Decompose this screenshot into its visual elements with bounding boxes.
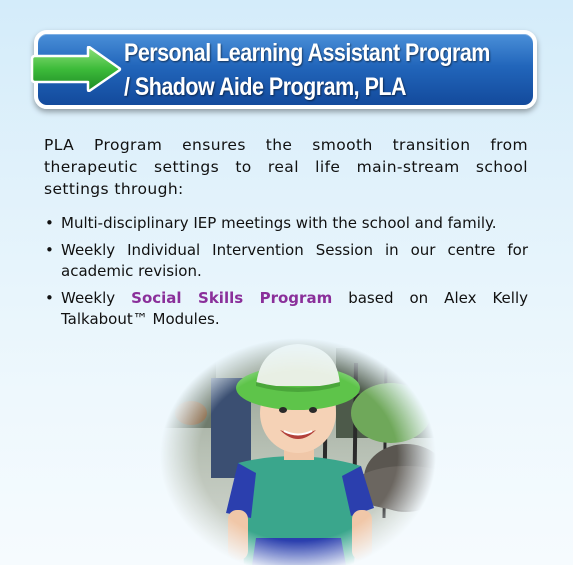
green-right-arrow-icon xyxy=(30,46,122,92)
banner-title-line-1: Personal Learning Assistant Program xyxy=(124,39,490,67)
bullet-text: Weekly Individual Intervention Session in our centre for academic revision. xyxy=(61,241,528,280)
list-item xyxy=(44,240,528,282)
bullet-icon: • xyxy=(45,214,54,232)
list-item xyxy=(44,288,528,330)
bullet-icon: • xyxy=(45,289,54,307)
banner-title xyxy=(124,36,490,104)
program-bullet-list xyxy=(44,213,528,336)
bullet-icon: • xyxy=(45,241,54,259)
social-skills-program-highlight: Social Skills Program xyxy=(131,289,333,307)
bullet-text-after: based on Alex Kelly Talkabout™ Modules. xyxy=(61,289,528,328)
list-item xyxy=(44,213,528,234)
bullet-text: Multi-disciplinary IEP meetings with the school and family. xyxy=(61,214,497,232)
banner-title-line-2: / Shadow Aide Program, PLA xyxy=(124,73,407,101)
child-photo xyxy=(156,338,441,565)
bullet-text-before: Weekly xyxy=(61,289,132,307)
intro-paragraph: PLA Program ensures the smooth transition from therapeutic settings to real life main-stream school settings through: xyxy=(44,136,528,198)
